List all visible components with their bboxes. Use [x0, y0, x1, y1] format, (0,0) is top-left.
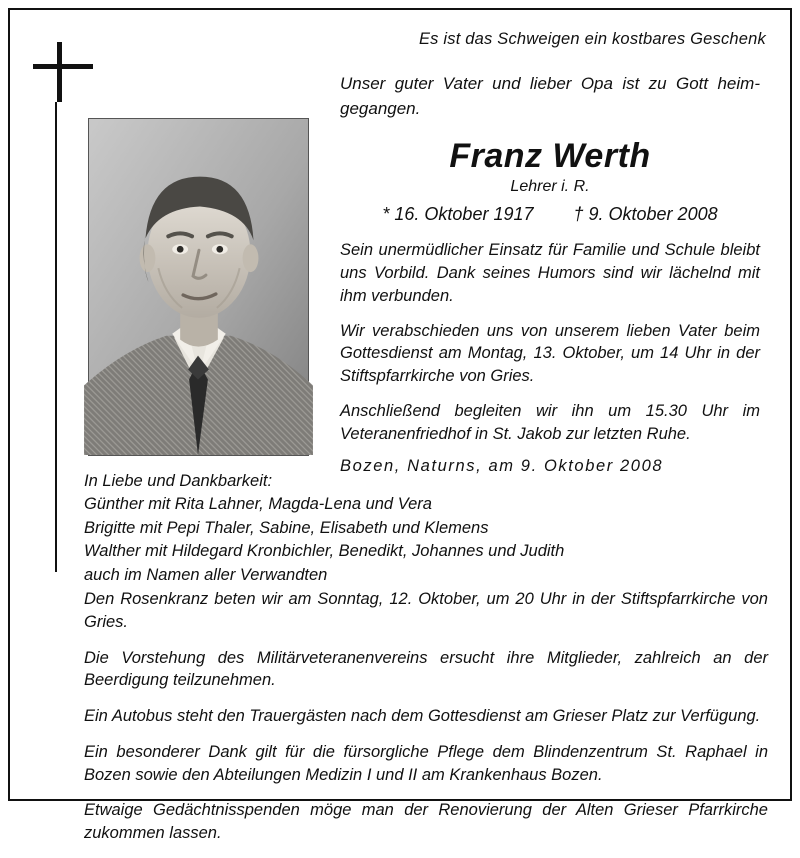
notice-donations: Etwaige Gedächtnisspenden möge man der Renovierung der Alten Grieser Pfarrkirche zukommen lassen. — [84, 801, 768, 843]
family-block — [84, 470, 744, 587]
notices-block — [84, 588, 768, 858]
life-dates — [340, 204, 760, 225]
notice-rosary: Den Rosenkranz beten wir am Sonntag, 12. Oktober, um 20 Uhr in der Stiftspfarrkirche von Gries. — [84, 590, 768, 631]
family-line: auch im Namen aller Verwandten — [84, 565, 328, 584]
birth-date: * 16. Oktober 1917 — [382, 204, 534, 225]
family-line: Walther mit Hildegard Kronbichler, Benedikt, Johannes und Judith — [84, 542, 565, 561]
intro-text: Unser guter Vater und lieber Opa ist zu Gott heim-gegangen. — [340, 74, 760, 118]
deceased-name: Franz Werth — [449, 137, 651, 176]
main-notice-column — [340, 72, 760, 476]
cross-horizontal-bar — [33, 64, 93, 69]
family-line: Günther mit Rita Lahner, Magda-Lena und Vera — [84, 495, 432, 514]
vertical-divider-rule — [55, 102, 57, 572]
place-and-date: Bozen, Naturns, am 9. Oktober 2008 — [340, 457, 664, 476]
cross-vertical-bar — [57, 42, 62, 102]
family-line: Brigitte mit Pepi Thaler, Sabine, Elisabeth und Klemens — [84, 518, 489, 537]
tribute-paragraph: Sein unermüdlicher Einsatz für Familie und Schule bleibt uns Vorbild. Dank seines Humors sind wir lächelnd mit ihm verbunden. — [340, 241, 760, 305]
notice-veterans: Die Vorstehung des Militärveteranenvereins ersucht ihre Mitglieder, zahlreich an der Beerdigung teilzunehmen. — [84, 648, 768, 690]
death-date: † 9. Oktober 2008 — [573, 204, 718, 225]
latin-cross-icon — [33, 42, 93, 102]
portrait-photo — [88, 118, 309, 456]
service-paragraph: Wir verabschieden uns von unserem lieben Vater beim Gottesdienst am Montag, 13. Oktober, um 14 Uhr in der Stiftspfarrkirche von Gries. — [340, 321, 760, 386]
notice-bus: Ein Autobus steht den Trauergästen nach dem Gottesdienst am Grieser Platz zur Verfügung. — [84, 707, 761, 726]
notice-thanks: Ein besonderer Dank gilt für die fürsorgliche Pflege dem Blindenzentrum St. Raphael in Bozen sowie den Abteilungen Medizin I und II am Krankenhaus Bozen. — [84, 742, 768, 784]
burial-paragraph: Anschließend begleiten wir ihn um 15.30 Uhr im Veteranenfriedhof in St. Jakob zur letzten Ruhe. — [340, 401, 760, 443]
deceased-role: Lehrer i. R. — [510, 178, 590, 196]
motto-line: Es ist das Schweigen ein kostbares Geschenk — [418, 30, 766, 48]
family-heading: In Liebe und Dankbarkeit: — [84, 472, 273, 490]
